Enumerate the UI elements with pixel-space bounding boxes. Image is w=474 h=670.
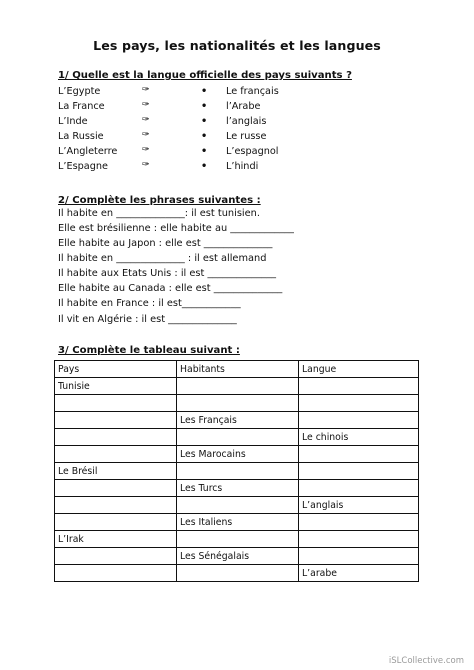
table-cell	[177, 565, 299, 582]
country-label: L’Inde	[58, 116, 88, 127]
match-row	[58, 86, 388, 101]
language-label: l’anglais	[226, 116, 267, 127]
fill-in-sentence: Il habite en France : il est____________	[58, 298, 241, 309]
table-row	[55, 548, 419, 565]
table-cell	[55, 480, 177, 497]
table-cell	[299, 446, 419, 463]
table-cell: L’arabe	[299, 565, 419, 582]
bullet-dot-icon: •	[201, 86, 208, 97]
table-cell	[177, 531, 299, 548]
fill-in-sentence: Elle habite au Japon : elle est ______________	[58, 238, 273, 249]
match-row	[58, 161, 388, 176]
table-header-row	[55, 361, 419, 378]
pencil-arrow-icon: ✑	[142, 145, 150, 155]
table-cell	[55, 395, 177, 412]
match-row	[58, 146, 388, 161]
language-label: L’espagnol	[226, 146, 279, 157]
bullet-dot-icon: •	[201, 116, 208, 127]
fill-in-sentence: Il habite aux Etats Unis : il est ______________	[58, 268, 277, 279]
page-title: Les pays, les nationalités et les langues	[93, 38, 381, 53]
table-cell	[177, 378, 299, 395]
table-cell	[177, 463, 299, 480]
table-cell: Le chinois	[299, 429, 419, 446]
table-cell: Les Marocains	[177, 446, 299, 463]
bullet-dot-icon: •	[201, 146, 208, 157]
match-row	[58, 131, 388, 146]
table-row	[55, 497, 419, 514]
language-label: l’Arabe	[226, 101, 261, 112]
table-row	[55, 531, 419, 548]
table-cell: Le Brésil	[55, 463, 177, 480]
table-cell	[177, 497, 299, 514]
table-cell	[299, 514, 419, 531]
table-row	[55, 429, 419, 446]
table-row	[55, 446, 419, 463]
table-cell: Les Italiens	[177, 514, 299, 531]
table-row	[55, 395, 419, 412]
table-cell: Les Français	[177, 412, 299, 429]
table-row	[55, 378, 419, 395]
column-header: Pays	[55, 361, 177, 378]
bullet-dot-icon: •	[201, 101, 208, 112]
table-row	[55, 463, 419, 480]
table-cell	[299, 480, 419, 497]
column-header: Langue	[299, 361, 419, 378]
fill-in-sentence: Il vit en Algérie : il est ______________	[58, 314, 237, 325]
table-cell: Tunisie	[55, 378, 177, 395]
country-label: La France	[58, 101, 105, 112]
language-label: Le français	[226, 86, 279, 97]
pencil-arrow-icon: ✑	[142, 130, 150, 140]
table-cell	[299, 378, 419, 395]
table-cell	[55, 565, 177, 582]
table-cell	[55, 548, 177, 565]
table-cell	[299, 463, 419, 480]
language-label: Le russe	[226, 131, 267, 142]
table-cell	[177, 395, 299, 412]
table-cell	[299, 531, 419, 548]
fill-in-sentence: Elle est brésilienne : elle habite au _____________	[58, 223, 294, 234]
table-cell: L’Irak	[55, 531, 177, 548]
country-label: L’Espagne	[58, 161, 108, 172]
table-cell	[55, 412, 177, 429]
country-label: L’Angleterre	[58, 146, 118, 157]
bullet-dot-icon: •	[201, 161, 208, 172]
pencil-arrow-icon: ✑	[142, 115, 150, 125]
match-row	[58, 116, 388, 131]
table-row	[55, 412, 419, 429]
table-cell: Les Turcs	[177, 480, 299, 497]
country-label: La Russie	[58, 131, 104, 142]
match-row	[58, 101, 388, 116]
fill-in-sentence: Il habite en ______________: il est tunisien.	[58, 208, 261, 219]
table-cell	[55, 446, 177, 463]
countries-table	[54, 360, 419, 582]
table-cell	[55, 429, 177, 446]
pencil-arrow-icon: ✑	[142, 160, 150, 170]
pencil-arrow-icon: ✑	[142, 100, 150, 110]
table-cell	[299, 412, 419, 429]
table-cell	[55, 497, 177, 514]
table-row	[55, 565, 419, 582]
fill-in-sentence: Il habite en ______________ : il est allemand	[58, 253, 267, 264]
section-3-heading: 3/ Complète le tableau suivant :	[58, 345, 240, 356]
language-label: L’hindi	[226, 161, 259, 172]
table-cell	[299, 548, 419, 565]
section-1-heading: 1/ Quelle est la langue officielle des pays suivants ?	[58, 70, 352, 81]
section-2-heading: 2/ Complète les phrases suivantes :	[58, 195, 261, 206]
table-row	[55, 480, 419, 497]
bullet-dot-icon: •	[201, 131, 208, 142]
table-cell	[177, 429, 299, 446]
column-header: Habitants	[177, 361, 299, 378]
country-label: L’Egypte	[58, 86, 101, 97]
fill-in-sentence: Elle habite au Canada : elle est ______________	[58, 283, 283, 294]
table-row	[55, 514, 419, 531]
table-cell	[299, 395, 419, 412]
site-watermark: iSLCollective.com	[388, 656, 464, 666]
pencil-arrow-icon: ✑	[142, 85, 150, 95]
table-cell: L’anglais	[299, 497, 419, 514]
table-cell	[55, 514, 177, 531]
table-cell: Les Sénégalais	[177, 548, 299, 565]
